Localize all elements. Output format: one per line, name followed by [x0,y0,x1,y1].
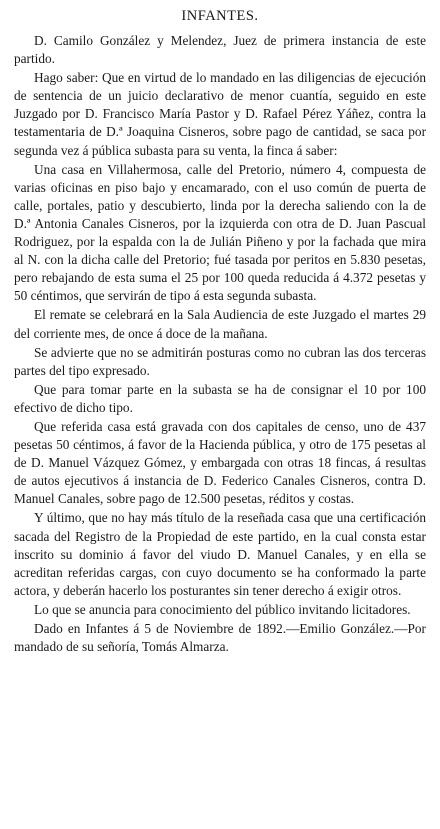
judge-paragraph: D. Camilo González y Melendez, Juez de primera instancia de este partido. [14,33,426,67]
signature-paragraph: Dado en Infantes á 5 de Noviembre de 1892.—Emilio González.—Por mandado de su señoría, Tomás Almarza. [14,621,426,655]
announcement-paragraph: Hago saber: Que en virtud de lo mandado en las diligencias de ejecución de sentencia de un juicio declarativo de menor cuantía, seguido en este Juzgado por D. Francisco María Pastor y D. Rafael Pérez Yáñez, contra la testamentaria de D.ª Joaquina Cisneros, sobre pago de cantidad, se saca por segunda vez á pública subasta para su venta, la finca á saber: [14,70,426,158]
title-registry-paragraph: Y último, que no hay más título de la reseñada casa que una certificación sacada del Registro de la Propiedad de este partido, en la cual consta estar inscrito su dominio á favor del viudo D. Manuel Canales, y en ella se acreditan referidas cargas, con cuyo documento se ha conformado la parte actora, y deberán hacerlo los posturantes sin tener derecho á exigir otros. [14,510,426,598]
property-description-paragraph: Una casa en Villahermosa, calle del Pretorio, número 4, compuesta de varias oficinas en piso bajo y encamarado, con el uso común de puerta de calle, portales, patio y descubierto, linda por la derecha saliendo con la de D.ª Antonia Canales Cisneros, por la izquierda con otra de D. Juan Pascual Rodriguez, por la espalda con la de Julián Piñeno y por la fachada que mira al N. con la dicha calle del Pretorio; fué tasada por peritos en 5.830 pesetas, pero rebajando de esta suma el 25 por 100 queda reducida á 4.372 pesetas y 50 céntimos, que servirán de tipo á esta segunda subasta. [14,161,426,304]
deposit-paragraph: Que para tomar parte en la subasta se ha de consignar el 10 por 100 efectivo de dicho tipo. [14,381,426,415]
bid-minimum-paragraph: Se advierte que no se admitirán posturas como no cubran las dos terceras partes del tipo expresado. [14,344,426,378]
encumbrances-paragraph: Que referida casa está gravada con dos capitales de censo, uno de 437 pesetas 50 céntimos, á favor de la Hacienda pública, y otro de 175 pesetas al de D. Manuel Vázquez Gómez, y embargada con otras 18 fincas, á resultas de autos ejecutivos á instancia de D. Federico Canales Cisneros, contra D. Manuel Canales, sobre pago de 12.500 pesetas, réditos y costas. [14,418,426,507]
invitation-paragraph: Lo que se anuncia para conocimiento del público invitando licitadores. [34,601,411,617]
notice-title: INFANTES. [181,8,259,24]
auction-date-paragraph: El remate se celebrará en la Sala Audiencia de este Juzgado el martes 29 del corriente mes, de once á doce de la mañana. [14,307,426,341]
